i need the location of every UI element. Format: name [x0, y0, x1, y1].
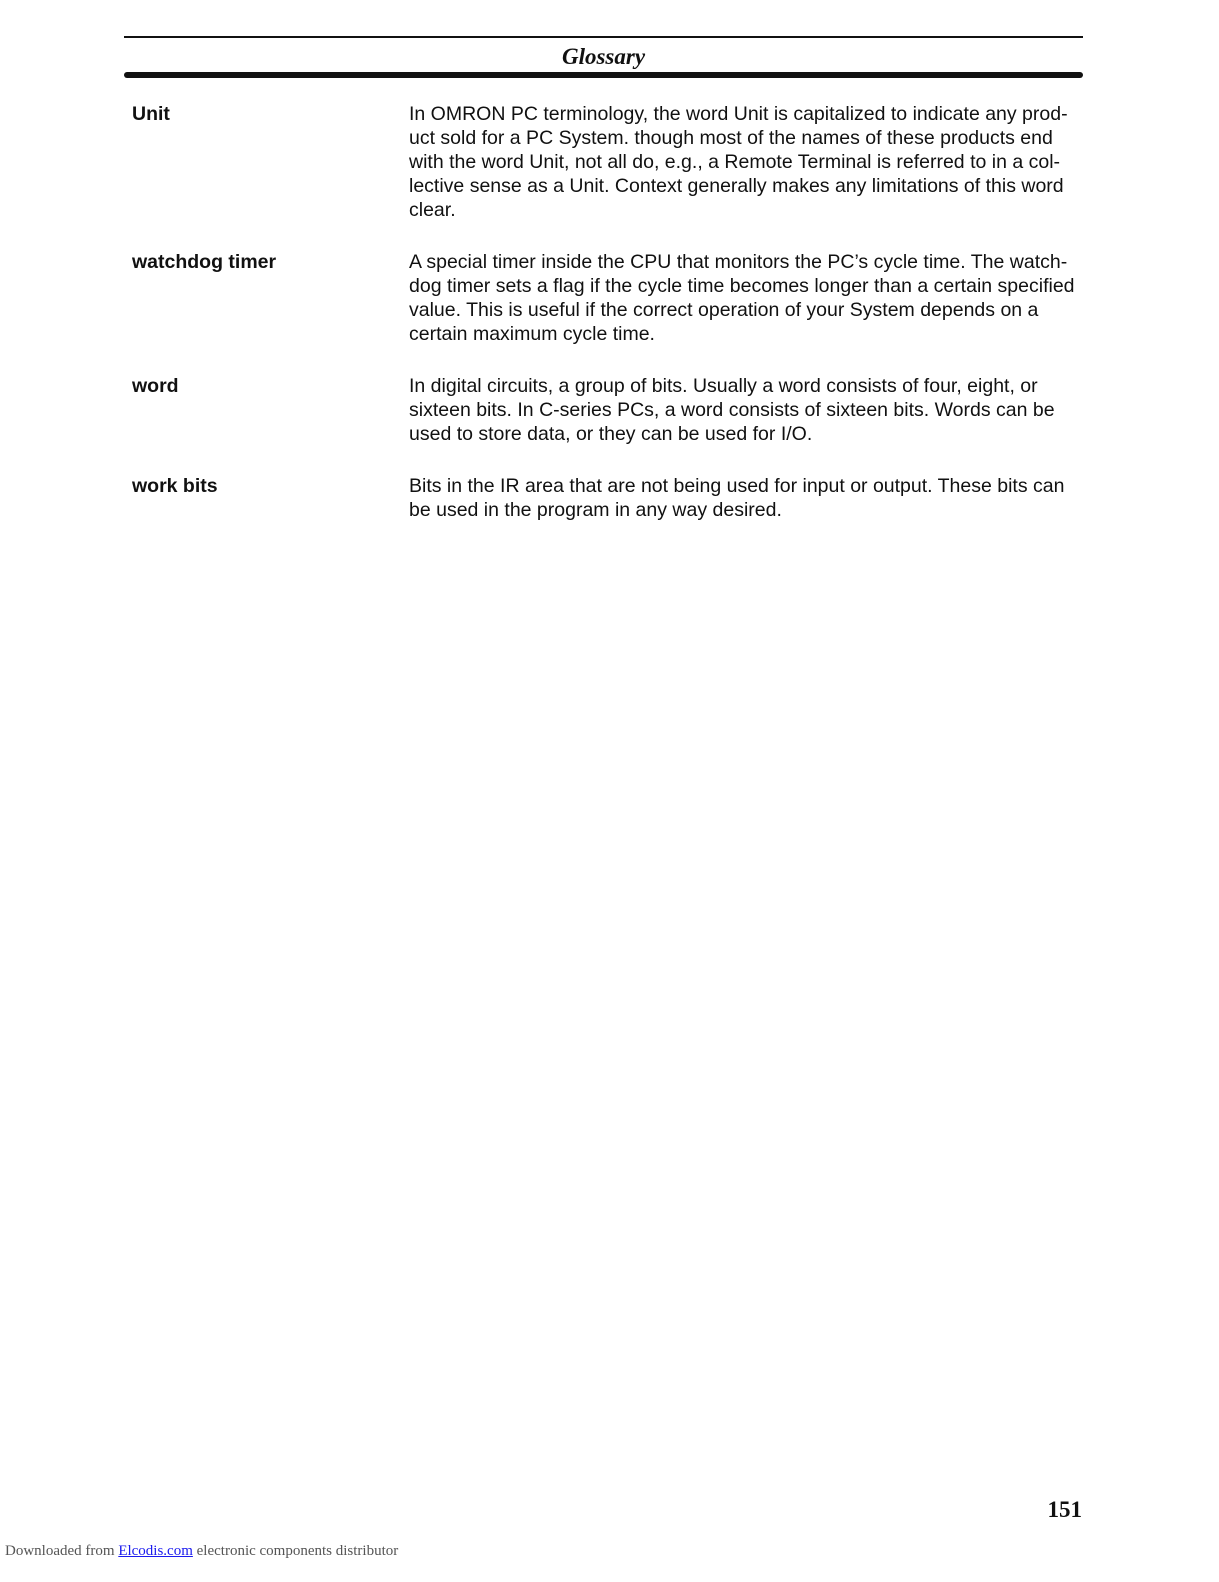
definition-line: sixteen bits. In C-series PCs, a word consists of sixteen bits. Words can be [409, 399, 1055, 421]
definition-line: be used in the program in any way desired. [409, 499, 782, 521]
glossary-entry [132, 374, 1083, 446]
glossary-definition [409, 374, 1083, 446]
header-top-rule [124, 36, 1083, 38]
definition-line: clear. [409, 199, 456, 221]
definition-line: certain maximum cycle time. [409, 323, 655, 345]
footer-suffix: electronic components distributor [196, 1543, 399, 1559]
glossary-definition [409, 102, 1083, 222]
page-title: Glossary [561, 44, 646, 69]
glossary-term: work bits [132, 475, 218, 497]
glossary-entry [132, 474, 1083, 522]
definition-line: used to store data, or they can be used for I/O. [409, 423, 813, 445]
glossary-term: watchdog timer [132, 251, 277, 273]
definition-line: uct sold for a PC System. though most of the names of these products end [409, 127, 1053, 149]
definition-line: value. This is useful if the correct operation of your System depends on a [409, 299, 1039, 321]
glossary-definition [409, 474, 1083, 522]
footer-link[interactable]: Elcodis.com [118, 1543, 193, 1559]
glossary-term: word [132, 375, 179, 397]
definition-line: In OMRON PC terminology, the word Unit is capitalized to indicate any prod- [409, 103, 1068, 125]
glossary-entry [132, 250, 1083, 346]
definition-line: dog timer sets a flag if the cycle time becomes longer than a certain specified [409, 275, 1075, 297]
definition-line: A special timer inside the CPU that monitors the PC’s cycle time. The watch- [409, 251, 1068, 273]
definition-line: with the word Unit, not all do, e.g., a Remote Terminal is referred to in a col- [409, 151, 1061, 173]
definition-line: In digital circuits, a group of bits. Usually a word consists of four, eight, or [409, 375, 1038, 397]
footer-prefix: Downloaded from [5, 1543, 115, 1559]
definition-line: lective sense as a Unit. Context generally makes any limitations of this word [409, 175, 1064, 197]
glossary-entry [132, 102, 1083, 222]
glossary-definition [409, 250, 1083, 346]
glossary-term: Unit [132, 103, 170, 125]
page-number: 151 [1047, 1497, 1082, 1522]
download-footer [5, 1542, 398, 1560]
header-bottom-rule [124, 72, 1083, 78]
glossary-list [132, 102, 1083, 550]
definition-line: Bits in the IR area that are not being used for input or output. These bits can [409, 475, 1065, 497]
